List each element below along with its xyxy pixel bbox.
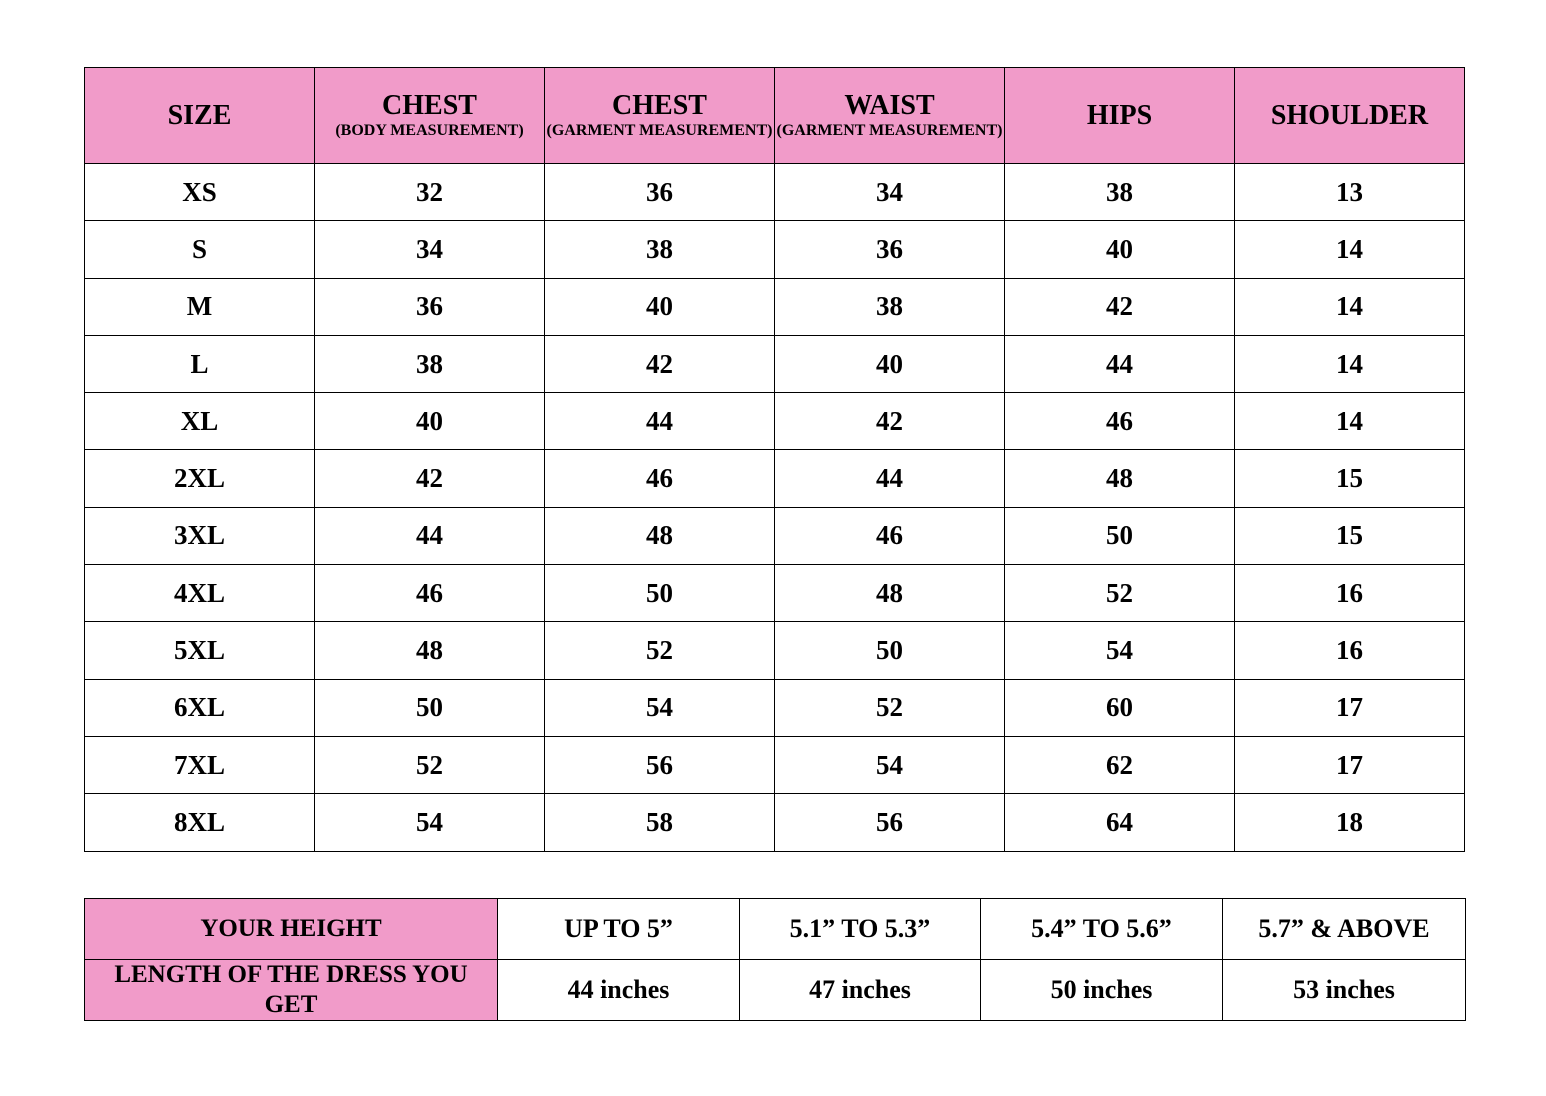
- hips-cell: 48: [1005, 450, 1235, 507]
- hips-cell: 50: [1005, 507, 1235, 564]
- table-row: [85, 164, 1465, 221]
- shoulder-cell: 16: [1235, 622, 1465, 679]
- table-row: [85, 736, 1465, 793]
- header-chest-body: [315, 68, 545, 164]
- chest-body-cell: 42: [315, 450, 545, 507]
- header-chest-garment: [545, 68, 775, 164]
- chest-body-cell: 44: [315, 507, 545, 564]
- waist-cell: 36: [775, 221, 1005, 278]
- chest-body-cell: 38: [315, 335, 545, 392]
- shoulder-cell: 15: [1235, 507, 1465, 564]
- size-cell: 6XL: [85, 679, 315, 736]
- size-cell: 4XL: [85, 565, 315, 622]
- hips-cell: 64: [1005, 794, 1235, 851]
- chest-body-cell: 32: [315, 164, 545, 221]
- size-chart-header-row: [85, 68, 1465, 164]
- height-cell: UP TO 5”: [498, 899, 740, 960]
- chest-body-cell: 36: [315, 278, 545, 335]
- height-cell: 5.1” TO 5.3”: [740, 899, 981, 960]
- shoulder-cell: 17: [1235, 679, 1465, 736]
- waist-cell: 46: [775, 507, 1005, 564]
- length-row: [85, 960, 1466, 1021]
- waist-cell: 56: [775, 794, 1005, 851]
- shoulder-cell: 17: [1235, 736, 1465, 793]
- hips-cell: 38: [1005, 164, 1235, 221]
- chest-body-cell: 50: [315, 679, 545, 736]
- hips-cell: 60: [1005, 679, 1235, 736]
- chest-garment-cell: 58: [545, 794, 775, 851]
- chest-garment-cell: 38: [545, 221, 775, 278]
- table-row: [85, 221, 1465, 278]
- waist-cell: 44: [775, 450, 1005, 507]
- shoulder-cell: 13: [1235, 164, 1465, 221]
- hips-cell: 54: [1005, 622, 1235, 679]
- waist-cell: 34: [775, 164, 1005, 221]
- table-row: [85, 507, 1465, 564]
- header-chest-body-sublabel: (BODY MEASUREMENT): [335, 121, 524, 139]
- length-cell: 47 inches: [740, 960, 981, 1021]
- waist-cell: 50: [775, 622, 1005, 679]
- waist-cell: 54: [775, 736, 1005, 793]
- size-cell: L: [85, 335, 315, 392]
- chest-body-cell: 52: [315, 736, 545, 793]
- shoulder-cell: 16: [1235, 565, 1465, 622]
- size-cell: 7XL: [85, 736, 315, 793]
- height-cell: 5.4” TO 5.6”: [981, 899, 1223, 960]
- chest-garment-cell: 46: [545, 450, 775, 507]
- header-waist-garment-sublabel: (GARMENT MEASUREMENT): [776, 121, 1003, 139]
- header-shoulder: [1235, 68, 1465, 164]
- table-row: [85, 565, 1465, 622]
- waist-cell: 38: [775, 278, 1005, 335]
- chest-garment-cell: 44: [545, 393, 775, 450]
- hips-cell: 42: [1005, 278, 1235, 335]
- hips-cell: 44: [1005, 335, 1235, 392]
- shoulder-cell: 14: [1235, 221, 1465, 278]
- table-row: [85, 679, 1465, 736]
- size-cell: 8XL: [85, 794, 315, 851]
- shoulder-cell: 14: [1235, 393, 1465, 450]
- header-hips-label: HIPS: [1086, 99, 1153, 131]
- shoulder-cell: 15: [1235, 450, 1465, 507]
- size-cell: 2XL: [85, 450, 315, 507]
- header-chest-garment-sublabel: (GARMENT MEASUREMENT): [546, 121, 773, 139]
- chest-body-cell: 34: [315, 221, 545, 278]
- shoulder-cell: 14: [1235, 335, 1465, 392]
- header-chest-garment-label: CHEST: [612, 89, 707, 121]
- chest-garment-cell: 36: [545, 164, 775, 221]
- chest-body-cell: 40: [315, 393, 545, 450]
- your-height-label: YOUR HEIGHT: [85, 899, 498, 960]
- size-cell: M: [85, 278, 315, 335]
- chest-body-cell: 48: [315, 622, 545, 679]
- dress-length-label: LENGTH OF THE DRESS YOU GET: [85, 960, 498, 1021]
- shoulder-cell: 18: [1235, 794, 1465, 851]
- chest-garment-cell: 50: [545, 565, 775, 622]
- chest-garment-cell: 40: [545, 278, 775, 335]
- size-chart-table: [84, 67, 1465, 852]
- header-size-label: SIZE: [167, 99, 232, 131]
- chest-garment-cell: 54: [545, 679, 775, 736]
- waist-cell: 48: [775, 565, 1005, 622]
- size-cell: XL: [85, 393, 315, 450]
- table-row: [85, 450, 1465, 507]
- table-row: [85, 278, 1465, 335]
- size-cell: 5XL: [85, 622, 315, 679]
- size-cell: S: [85, 221, 315, 278]
- hips-cell: 46: [1005, 393, 1235, 450]
- height-row: [85, 899, 1466, 960]
- length-cell: 53 inches: [1223, 960, 1466, 1021]
- header-shoulder-label: SHOULDER: [1270, 99, 1429, 131]
- waist-cell: 40: [775, 335, 1005, 392]
- header-waist-garment-label: WAIST: [844, 89, 935, 121]
- length-cell: 50 inches: [981, 960, 1223, 1021]
- height-cell: 5.7” & ABOVE: [1223, 899, 1466, 960]
- hips-cell: 52: [1005, 565, 1235, 622]
- hips-cell: 62: [1005, 736, 1235, 793]
- shoulder-cell: 14: [1235, 278, 1465, 335]
- hips-cell: 40: [1005, 221, 1235, 278]
- height-length-table: [84, 898, 1466, 1021]
- table-row: [85, 794, 1465, 851]
- chest-body-cell: 54: [315, 794, 545, 851]
- header-size: [85, 68, 315, 164]
- header-waist-garment: [775, 68, 1005, 164]
- header-hips: [1005, 68, 1235, 164]
- size-cell: XS: [85, 164, 315, 221]
- size-chart-body: [85, 164, 1465, 852]
- waist-cell: 42: [775, 393, 1005, 450]
- chest-garment-cell: 48: [545, 507, 775, 564]
- table-row: [85, 335, 1465, 392]
- table-row: [85, 393, 1465, 450]
- size-cell: 3XL: [85, 507, 315, 564]
- table-row: [85, 622, 1465, 679]
- chest-body-cell: 46: [315, 565, 545, 622]
- waist-cell: 52: [775, 679, 1005, 736]
- chest-garment-cell: 42: [545, 335, 775, 392]
- chest-garment-cell: 56: [545, 736, 775, 793]
- length-cell: 44 inches: [498, 960, 740, 1021]
- header-chest-body-label: CHEST: [382, 89, 477, 121]
- chest-garment-cell: 52: [545, 622, 775, 679]
